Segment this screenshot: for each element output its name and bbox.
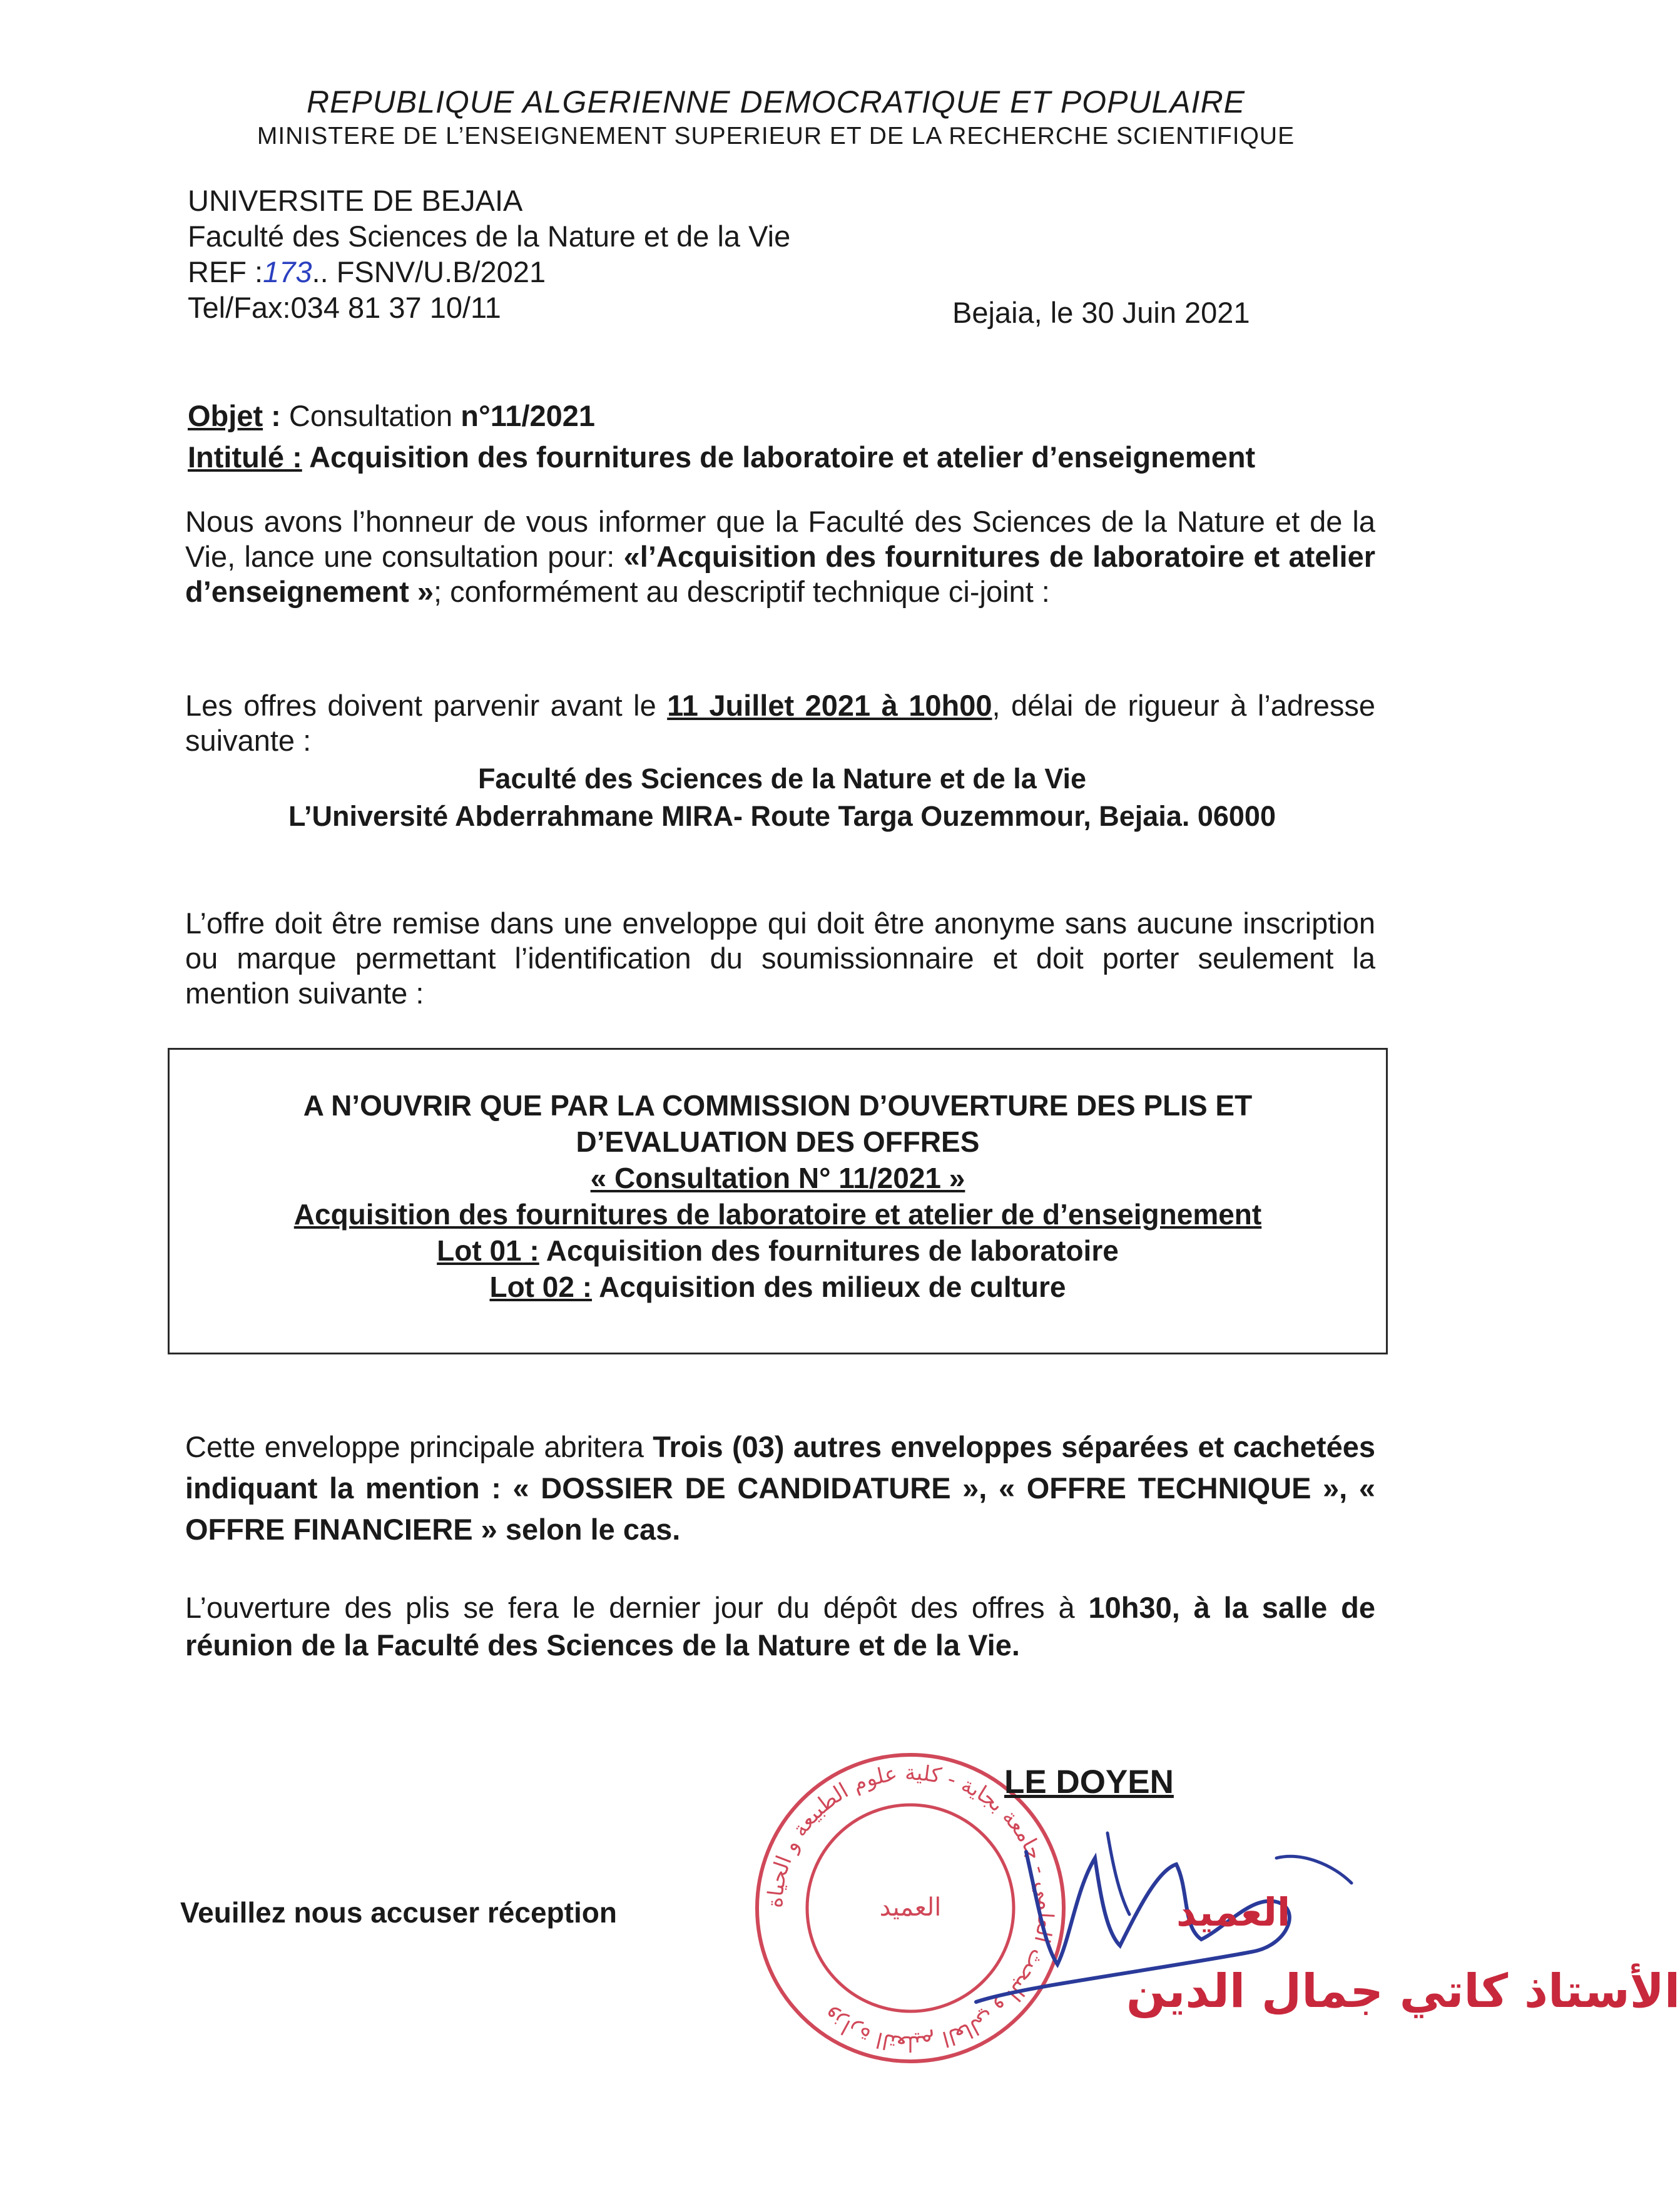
box-line-3: « Consultation N° 11/2021 » bbox=[590, 1162, 965, 1194]
deadline-date: 11 Juillet 2021 à 10h00 bbox=[667, 689, 992, 722]
faculty-name: Faculté des Sciences de la Nature et de la Vie bbox=[188, 220, 791, 253]
envelope-mention-box bbox=[168, 1048, 1388, 1354]
sender-block bbox=[188, 183, 790, 325]
stamp-ring-text: وزارة التعليم العالي و البحث العلمي - جامعة بجاية - كلية علوم الطبيعة و الحياة bbox=[762, 1760, 1059, 2056]
signature-title: العميد bbox=[1176, 1889, 1291, 1935]
opening-text: L’ouverture des plis se fera le dernier jour du dépôt des offres à bbox=[185, 1591, 1089, 1624]
intro-paragraph bbox=[185, 504, 1375, 609]
object-block bbox=[188, 395, 1255, 478]
intro-end: ; conformément au descriptif technique ci-joint : bbox=[434, 575, 1050, 608]
signature-name: الأستاذ كاتي جمال الدين bbox=[1126, 1964, 1680, 2018]
acknowledge-request: Veuillez nous accuser réception bbox=[180, 1896, 617, 1929]
intro-bold: «l’Acquisition des fournitures de laboratoire et atelier d’enseignement » bbox=[185, 540, 1376, 608]
republic-header: REPUBLIQUE ALGERIENNE DEMOCRATIQUE ET POPULAIRE bbox=[306, 84, 1246, 119]
address-line-2: L’Université Abderrahmane MIRA- Route Targa Ouzemmour, Bejaia. 06000 bbox=[288, 800, 1276, 832]
intitule-text: Acquisition des fournitures de laboratoire et atelier d’enseignement bbox=[302, 440, 1256, 474]
stamp-center-text: العميد bbox=[879, 1893, 942, 1922]
box-line-1: A N’OUVRIR QUE PAR LA COMMISSION D’OUVERTURE DES PLIS ET bbox=[303, 1089, 1253, 1122]
address-line-1: Faculté des Sciences de la Nature et de la Vie bbox=[477, 763, 1087, 795]
lot-01-text: Acquisition des fournitures de laboratoire bbox=[539, 1234, 1119, 1267]
deadline-text: Les offres doivent parvenir avant le bbox=[185, 689, 668, 722]
objet-sep: : bbox=[263, 399, 289, 432]
opening-bold: 10h30, à la salle de réunion de la Faculté des Sciences de la Nature et de la Vie. bbox=[185, 1591, 1375, 1662]
lot-01 bbox=[170, 1232, 1386, 1269]
ref-prefix: REF : bbox=[188, 255, 263, 288]
intitule-line bbox=[188, 437, 1255, 478]
envelope-paragraph: L’offre doit être remise dans une enveloppe qui doit être anonyme sans aucune inscription ou marque permettant l’identification du soumissionnaire et doit porter seulement la mention suivante : bbox=[185, 907, 1375, 1010]
address-block bbox=[188, 760, 1377, 835]
lot-02 bbox=[170, 1269, 1386, 1305]
doyen-title: LE DOYEN bbox=[1004, 1764, 1174, 1800]
lot-02-text: Acquisition des milieux de culture bbox=[592, 1271, 1066, 1303]
objet-number: n°11/2021 bbox=[461, 399, 596, 432]
intro-text: Nous avons l’honneur de vous informer que la Faculté des Sciences de la Nature et de la Vie, lance une consultation pour: bbox=[185, 505, 1375, 573]
box-line-2: D’EVALUATION DES OFFRES bbox=[576, 1125, 980, 1158]
letter-date: Bejaia, le 30 Juin 2021 bbox=[952, 296, 1250, 329]
telfax: Tel/Fax:034 81 37 10/11 bbox=[188, 291, 501, 324]
objet-label: Objet bbox=[188, 399, 263, 432]
reference-line bbox=[188, 254, 790, 290]
deadline-end: , délai de rigueur à l’adresse suivante : bbox=[185, 689, 1375, 757]
intitule-label: Intitulé : bbox=[188, 440, 302, 474]
lot-01-label: Lot 01 : bbox=[437, 1234, 539, 1267]
objet-text: Consultation bbox=[288, 399, 461, 432]
lot-02-label: Lot 02 : bbox=[489, 1271, 593, 1303]
ministry-header: MINISTERE DE L’ENSEIGNEMENT SUPERIEUR ET DE LA RECHERCHE SCIENTIFIQUE bbox=[257, 123, 1295, 150]
deadline-paragraph bbox=[185, 688, 1375, 758]
opening-paragraph bbox=[185, 1589, 1375, 1664]
envelopes-paragraph bbox=[185, 1426, 1375, 1550]
university-name: UNIVERSITE DE BEJAIA bbox=[188, 184, 523, 217]
objet-line bbox=[188, 395, 1255, 437]
ref-suffix: .. FSNV/U.B/2021 bbox=[312, 255, 546, 288]
ref-number: 173 bbox=[263, 255, 312, 288]
envelopes-bold: Trois (03) autres enveloppes séparées et cachetées indiquant la mention : « DOSSIER DE CANDIDATURE », « OFFRE TECHNIQUE », « OFFRE FINANCIERE » selon le cas. bbox=[185, 1430, 1375, 1546]
envelopes-text: Cette enveloppe principale abritera bbox=[185, 1430, 653, 1463]
box-line-4: Acquisition des fournitures de laboratoire et atelier de d’enseignement bbox=[293, 1198, 1262, 1231]
